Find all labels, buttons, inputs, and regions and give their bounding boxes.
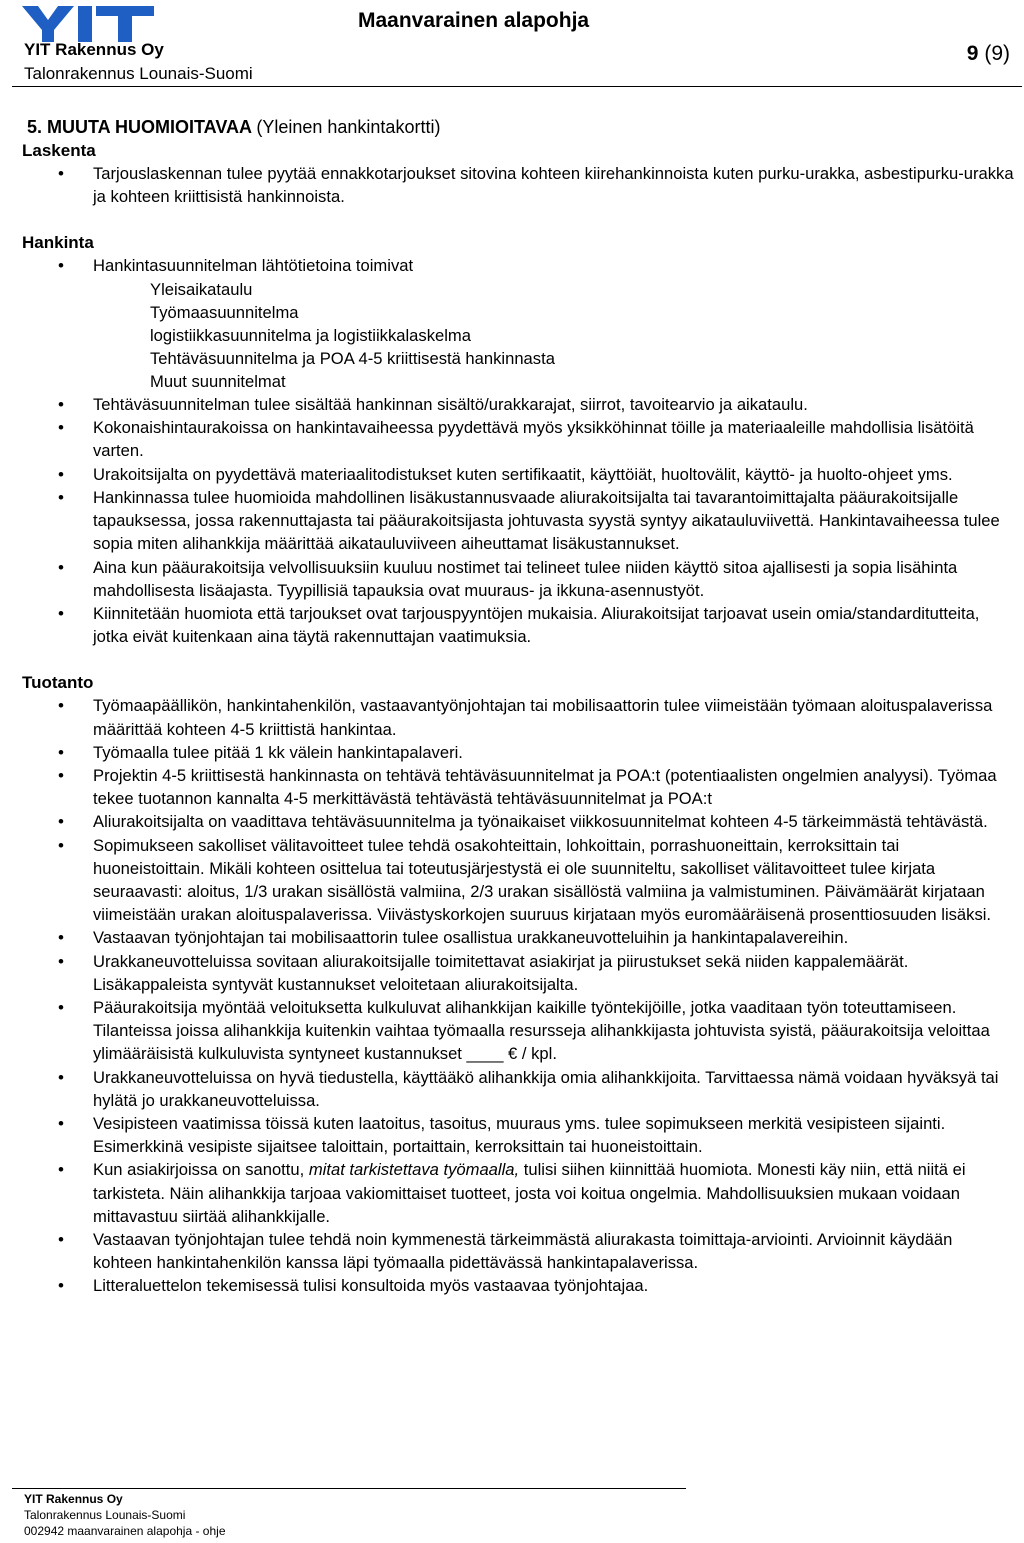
list-item-italic xyxy=(22,1158,1014,1228)
subitem: Tehtäväsuunnitelma ja POA 4-5 kriittisestä hankinnasta xyxy=(150,348,555,368)
list-item: • Aliurakoitsijalta on vaadittava tehtäväsuunnitelma ja työnaikaiset viikkosuunnitelmat kohteen 4-5 tärkeimmästä tehtävästä. xyxy=(22,810,1014,833)
list-item: • Urakkaneuvotteluissa on hyvä tiedustella, käyttääkö alihankkija omia alihankkijoita. Tarvittaessa nämä voidaan hyväksyä tai hylätä jo urakkaneuvotteluissa. xyxy=(22,1066,1014,1112)
hankinta-subitems xyxy=(93,278,1014,393)
subitem: logistiikkasuunnitelma ja logistiikkalaskelma xyxy=(150,325,471,345)
list-item: • Sopimukseen sakolliset välitavoitteet tulee tehdä osakohteittain, lohkoittain, porrashuoneittain, kerroksittain tai huoneistoittain. Mikäli kohteen osittelua tai toteutusjärjestystä ei ole suunniteltu, sakolliset välitavoitteet tulee kirjata seuraavasti: aloitus, 1/3 urakan sisällöstä valmiina, 2/3 urakan sisällöstä valmiina ja valmistuminen. Päivämäärät kirjataan viimeistään urakan aloituspalaverissa. Viivästyskorkojen suuruus kirjataan myös euromääräisenä prosenttiosuuden lisäksi. xyxy=(22,834,1014,927)
list-item: • Tehtäväsuunnitelman tulee sisältää hankinnan sisältö/urakkarajat, siirrot, tavoitearvio ja aikataulu. xyxy=(22,393,1014,416)
subitem: Yleisaikataulu xyxy=(150,279,253,299)
page-number xyxy=(967,42,1010,66)
list-item: • Aina kun pääurakoitsija velvollisuuksiin kuuluu nostimet tai telineet tulee niiden käyttö sitoa ajallisesti ja sopia lisähinta mahdollisesta lisäajasta. Tyypillisiä tapauksia ovat muuraus- ja ikkuna-asennustyöt. xyxy=(22,556,1014,602)
list-item: • Projektin 4-5 kriittisestä hankinnasta on tehtävä tehtäväsuunnitelmat ja POA:t (potentiaalisten ongelmien analyysi). Työmaa tekee tuotannon kannalta 4-5 merkittävästä tehtävästä tehtäväsuunnitelmat ja POA:t xyxy=(22,764,1014,810)
list-item: • Vesipisteen vaatimissa töissä kuten laatoitus, tasoitus, muuraus yms. tulee sopimukseen merkitä vesipisteen sijainti. Esimerkkinä vesipiste sijaitsee taloittain, portaittain, kerroksittain tai huoneistoittain. xyxy=(22,1112,1014,1158)
heading-hankinta: Hankinta xyxy=(22,233,94,253)
section-title xyxy=(22,116,1014,139)
yit-logo xyxy=(20,4,156,44)
subitem: Työmaasuunnitelma xyxy=(150,302,299,322)
page-total: (9) xyxy=(984,42,1010,65)
hankinta-list xyxy=(22,254,1014,648)
footer-company: YIT Rakennus Oy xyxy=(24,1492,123,1506)
footer-division: Talonrakennus Lounais-Suomi xyxy=(24,1508,186,1522)
list-item: • Urakoitsijalta on pyydettävä materiaalitodistukset kuten sertifikaatit, käyttöiät, huoltovälit, käyttö- ja huolto-ohjeet yms. xyxy=(22,463,1014,486)
list-item: • Työmaapäällikön, hankintahenkilön, vastaavantyönjohtajan tai mobilisaattorin tulee viimeistään työmaan aloituspalaverissa määrittää kohteen 4-5 kriittistä hankintaa. xyxy=(22,694,1014,740)
list-item: • Pääurakoitsija myöntää veloituksetta kulkuluvat alihankkijan kaikille työntekijöille, jotka vaaditaan työn toteuttamiseen. Tilanteissa joissa alihankkija kuitenkin vaihtaa työmaalla resursseja alihankkijasta johtuvista syistä, pääurakoitsija veloittaa ylimääräisistä kulkuluvista syntyneet kustannukset ____ € / kpl. xyxy=(22,996,1014,1066)
tuotanto-list xyxy=(22,694,1014,1297)
list-item: • Hankinnassa tulee huomioida mahdollinen lisäkustannusvaade aliurakoitsijalta tai tavarantoimittajalta pääurakoitsijalle tapauksessa, jossa rakennuttajasta tai pääurakoitsijasta johtuvasta syystä syntyy aikatauluviivettä. Hankintavaiheessa tulee sopia miten alihankkija määrittää aikatauluviiveen aiheuttamat lisäkustannukset. xyxy=(22,486,1014,556)
heading-tuotanto: Tuotanto xyxy=(22,673,94,693)
italic-item-emphasis: mitat tarkistettava työmaalla, xyxy=(308,1160,520,1180)
document-body xyxy=(22,116,1014,1298)
italic-item-before: Kun asiakirjoissa on sanottu, xyxy=(93,1160,309,1180)
page-current: 9 xyxy=(966,42,979,65)
list-item: • Litteraluettelon tekemisessä tulisi konsultoida myös vastaavaa työnjohtajaa. xyxy=(22,1274,1014,1297)
list-item-intro xyxy=(22,254,1014,393)
italic-item-after: tulisi siihen kiinnittää huomiota. Monesti käy niin, että niitä ei tarkisteta. Näin alihankkija tarjoaa vakiomittaiset tuotteet, josta voi koitua ongelmia. Mahdollisuuksien mukaan voidaan mittavastuu siirtää alihankkijalle. xyxy=(93,1160,966,1226)
list-item: • Vastaavan työnjohtajan tai mobilisaattorin tulee osallistua urakkaneuvotteluihin ja hankintapalavereihin. xyxy=(22,926,1014,949)
header-division: Talonrakennus Lounais-Suomi xyxy=(24,64,253,83)
list-item: • Urakkaneuvotteluissa sovitaan aliurakoitsijalle toimitettavat asiakirjat ja piirustukset sekä niiden kappalemäärät. Lisäkappaleista syntyvät kustannukset veloitetaan aliurakoitsijalta. xyxy=(22,950,1014,996)
list-item: • Vastaavan työnjohtajan tulee tehdä noin kymmenestä tärkeimmästä aliurakasta toimittaja-arviointi. Arvioinnit käydään kohteen hankintahenkilön kanssa läpi työmaalla pidettävässä hankintapalaverissa. xyxy=(22,1228,1014,1274)
list-item: • Tarjouslaskennan tulee pyytää ennakkotarjoukset sitovina kohteen kiirehankinnoista kuten purku-urakka, asbestipurku-urakka ja kohteen kriittisistä hankinnoista. xyxy=(22,162,1014,208)
subitem: Muut suunnitelmat xyxy=(150,371,286,391)
header-company: YIT Rakennus Oy xyxy=(24,40,164,59)
header-divider xyxy=(12,86,1022,87)
hankinta-intro: Hankintasuunnitelman lähtötietoina toimivat xyxy=(93,256,414,276)
list-item: • Työmaalla tulee pitää 1 kk välein hankintapalaveri. xyxy=(22,741,1014,764)
page-footer xyxy=(24,1491,226,1539)
section-subtitle: (Yleinen hankintakortti) xyxy=(256,117,441,137)
footer-doc-id: 002942 maanvarainen alapohja - ohje xyxy=(24,1524,226,1538)
document-title: Maanvarainen alapohja xyxy=(358,9,590,32)
footer-divider xyxy=(12,1488,686,1489)
heading-laskenta: Laskenta xyxy=(22,141,96,160)
list-item: • Kiinnitetään huomiota että tarjoukset ovat tarjouspyyntöjen mukaisia. Aliurakoitsijat tarjoavat usein omia/standarditutteita, jotka eivät kuitenkaan aina täytä rakennuttajan vaatimuksia. xyxy=(22,602,1014,648)
list-item: • Kokonaishintaurakoissa on hankintavaiheessa pyydettävä myös yksikköhinnat töille ja materiaaleille mahdollisia lisätöitä varten. xyxy=(22,416,1014,462)
laskenta-list xyxy=(22,162,1014,208)
section-title-text: 5. MUUTA HUOMIOITAVAA xyxy=(27,117,252,137)
